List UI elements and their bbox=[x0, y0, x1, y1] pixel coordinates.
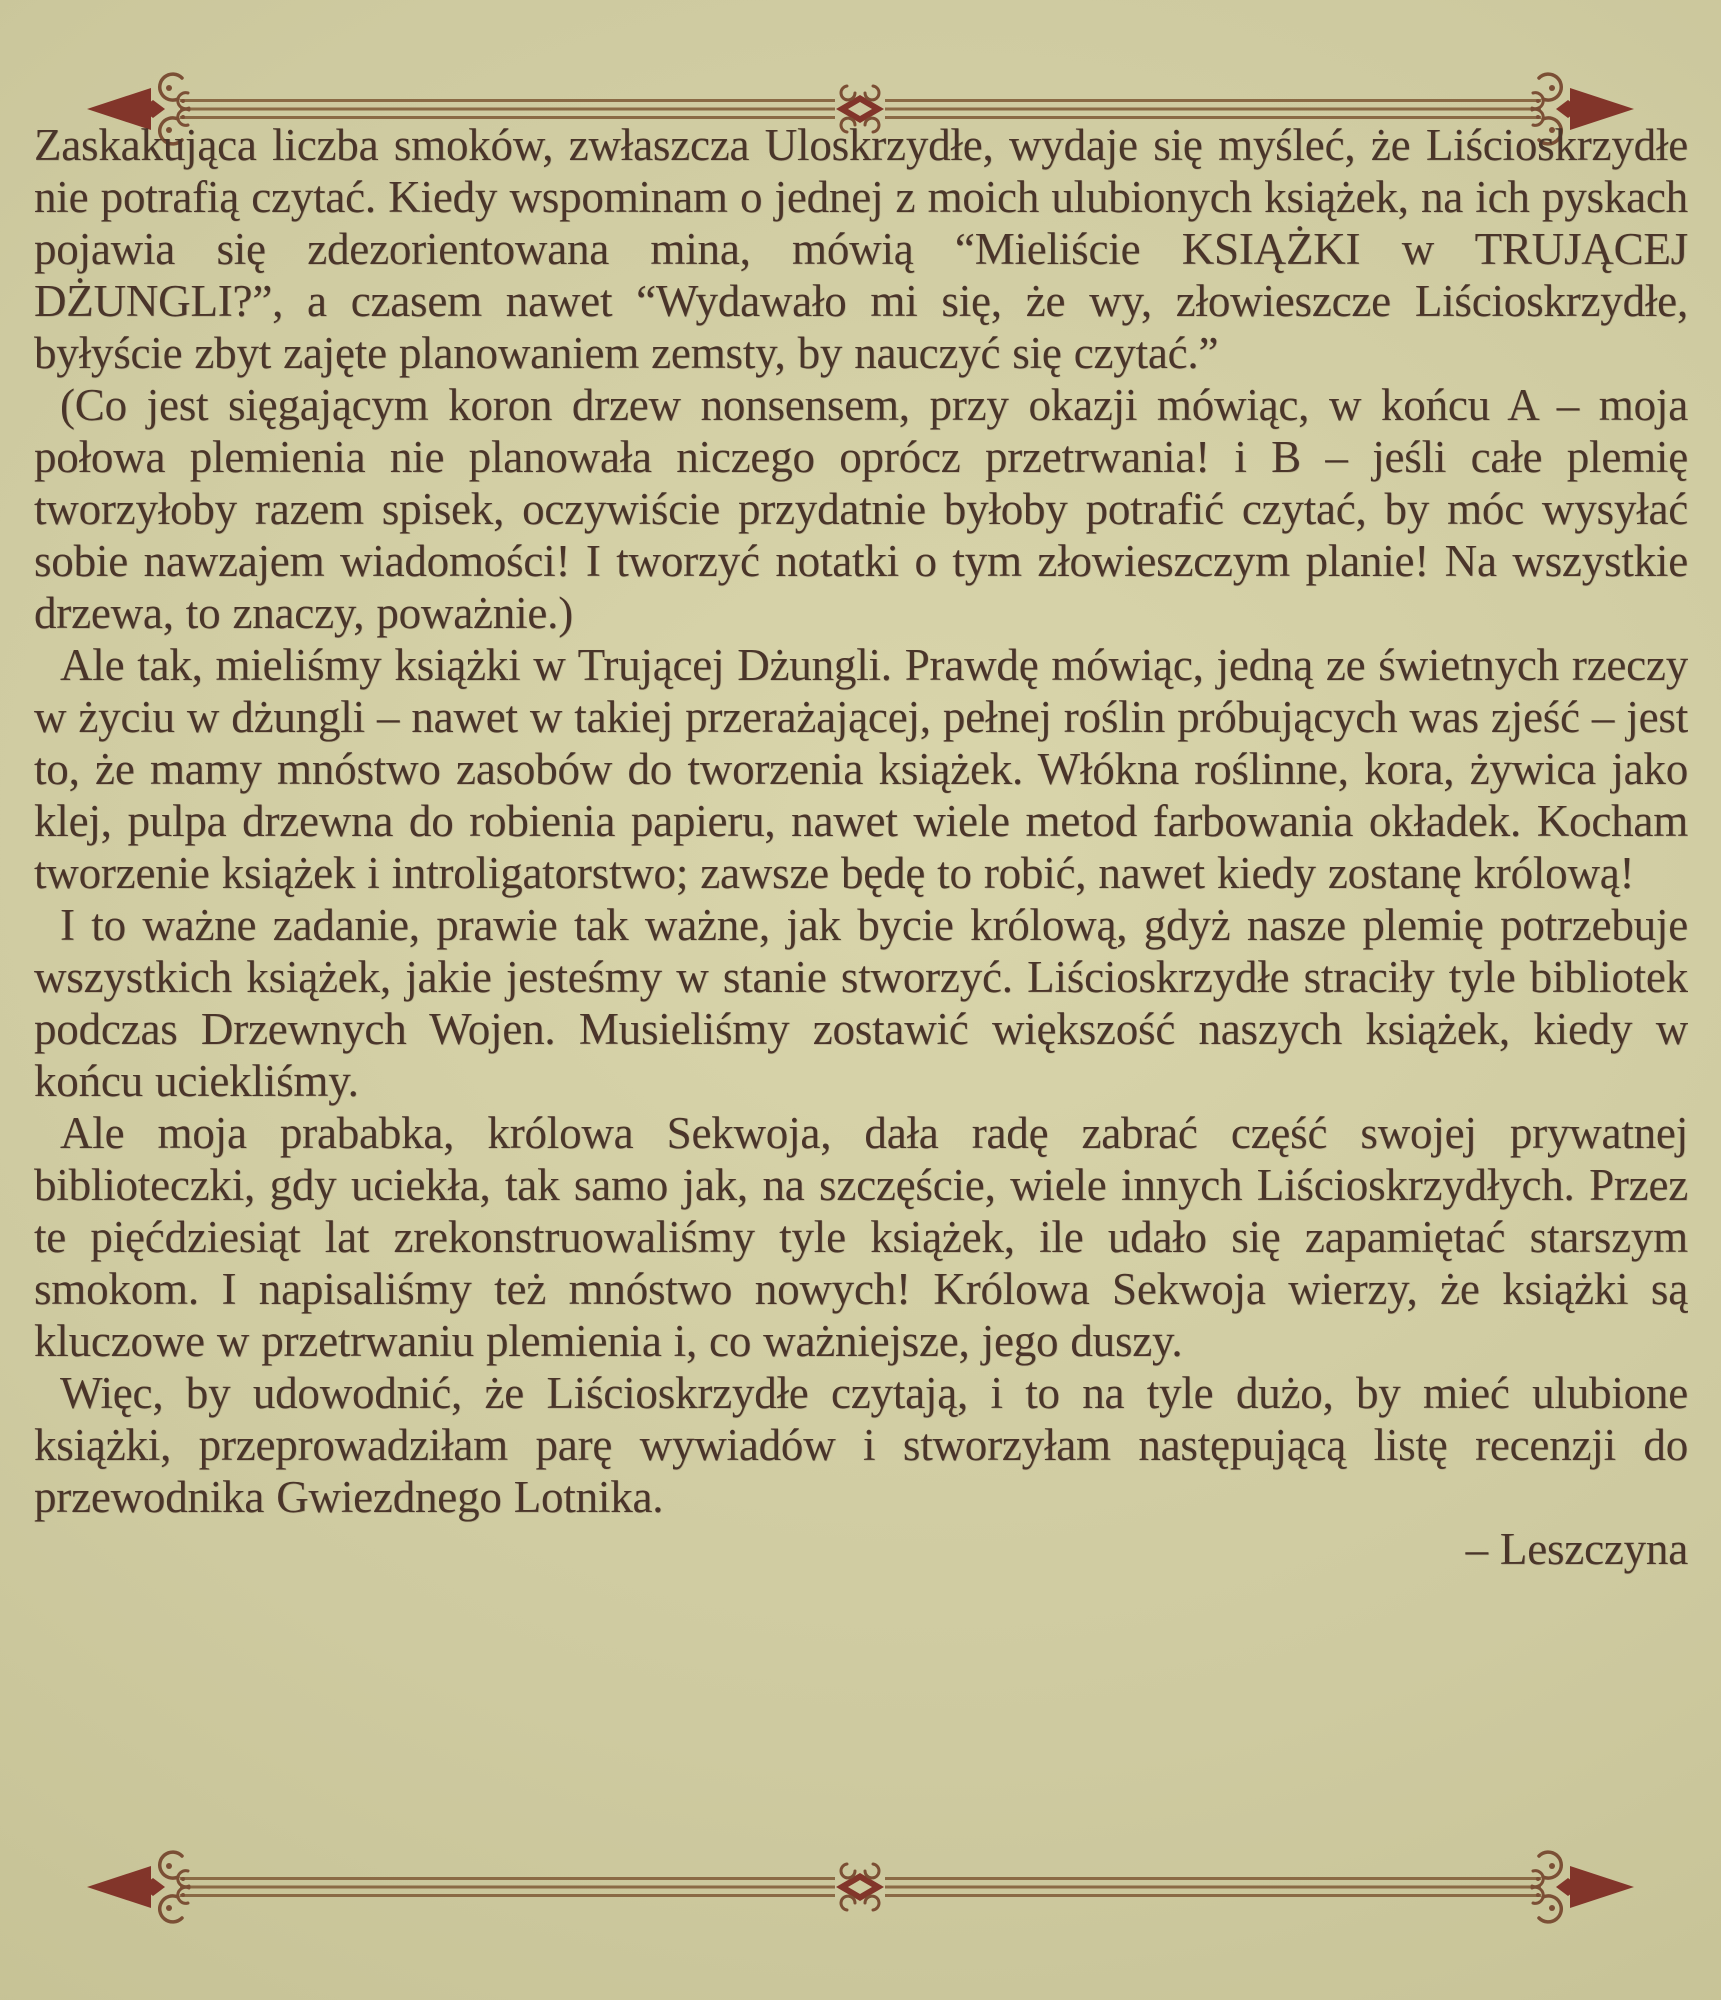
signature: – Leszczyna bbox=[1465, 1524, 1688, 1574]
paragraph-5: Ale moja prababka, królowa Sekwoja, dała radę zabrać część swojej prywatnej biblioteczki, gdy uciekła, tak samo jak, na szczęście, wiele innych Liścioskrzydłych. Przez te pięćdziesiąt lat zrekonstruowaliśmy tyle książek, ile udało się zapamiętać starszym smokom. I napisaliśmy też mnóstwo nowych! Królowa Sekwoja wierzy, że książki są kluczowe w przetrwaniu plemienia i, co ważniejsze, jego duszy. bbox=[34, 1108, 1688, 1366]
paragraph-3: Ale tak, mieliśmy książki w Trującej Dżungli. Prawdę mówiąc, jedną ze świetnych rzeczy w życiu w dżungli – nawet w takiej przerażającej, pełnej roślin próbujących was zjeść – jest to, że mamy mnóstwo zasobów do tworzenia książek. Włókna roślinne, kora, żywica jako klej, pulpa drzewna do robienia papieru, nawet wiele metod farbowania okładek. Kocham tworzenie książek i introligatorstwo; zawsze będę to robić, nawet kiedy zostanę królową! bbox=[34, 640, 1688, 898]
paragraph-4: I to ważne zadanie, prawie tak ważne, jak bycie królową, gdyż nasze plemię potrzebuje wszystkich książek, jakie jesteśmy w stanie stworzyć. Liścioskrzydłe straciły tyle bibliotek podczas Drzewnych Wojen. Musieliśmy zostawić większość naszych książek, kiedy w końcu uciekliśmy. bbox=[34, 900, 1688, 1106]
paragraph-1: Zaskakująca liczba smoków, zwłaszcza Uloskrzydłe, wydaje się myśleć, że Liścioskrzydłe nie potrafią czytać. Kiedy wspominam o jednej z moich ulubionych książek, na ich pyskach pojawia się zdezorientowana mina, mówią “Mieliście KSIĄŻKI w TRUJĄCEJ DŻUNGLI?”, a czasem nawet “Wydawało mi się, że wy, złowieszcze Liścioskrzydłe, byłyście zbyt zajęte planowaniem zemsty, by nauczyć się czytać.” bbox=[34, 120, 1688, 378]
paragraph-2: (Co jest sięgającym koron drzew nonsensem, przy okazji mówiąc, w końcu A – moja połowa plemienia nie planowała niczego oprócz przetrwania! i B – jeśli całe plemię tworzyłoby razem spisek, oczywiście przydatnie byłoby potrafić czytać, by móc wysyłać sobie nawzajem wiadomości! I tworzyć notatki o tym złowieszczym planie! Na wszystkie drzewa, to znaczy, poważnie.) bbox=[34, 380, 1688, 638]
page-text bbox=[34, 119, 1688, 1845]
paragraph-6: Więc, by udowodnić, że Liścioskrzydłe czytają, i to na tyle dużo, by mieć ulubione książki, przeprowadziłam parę wywiadów i stworzyłam następującą listę recenzji do przewodnika Gwiezdnego Lotnika. bbox=[34, 1368, 1688, 1522]
arrow-scroll-divider-bottom-icon bbox=[85, 1844, 1636, 1930]
